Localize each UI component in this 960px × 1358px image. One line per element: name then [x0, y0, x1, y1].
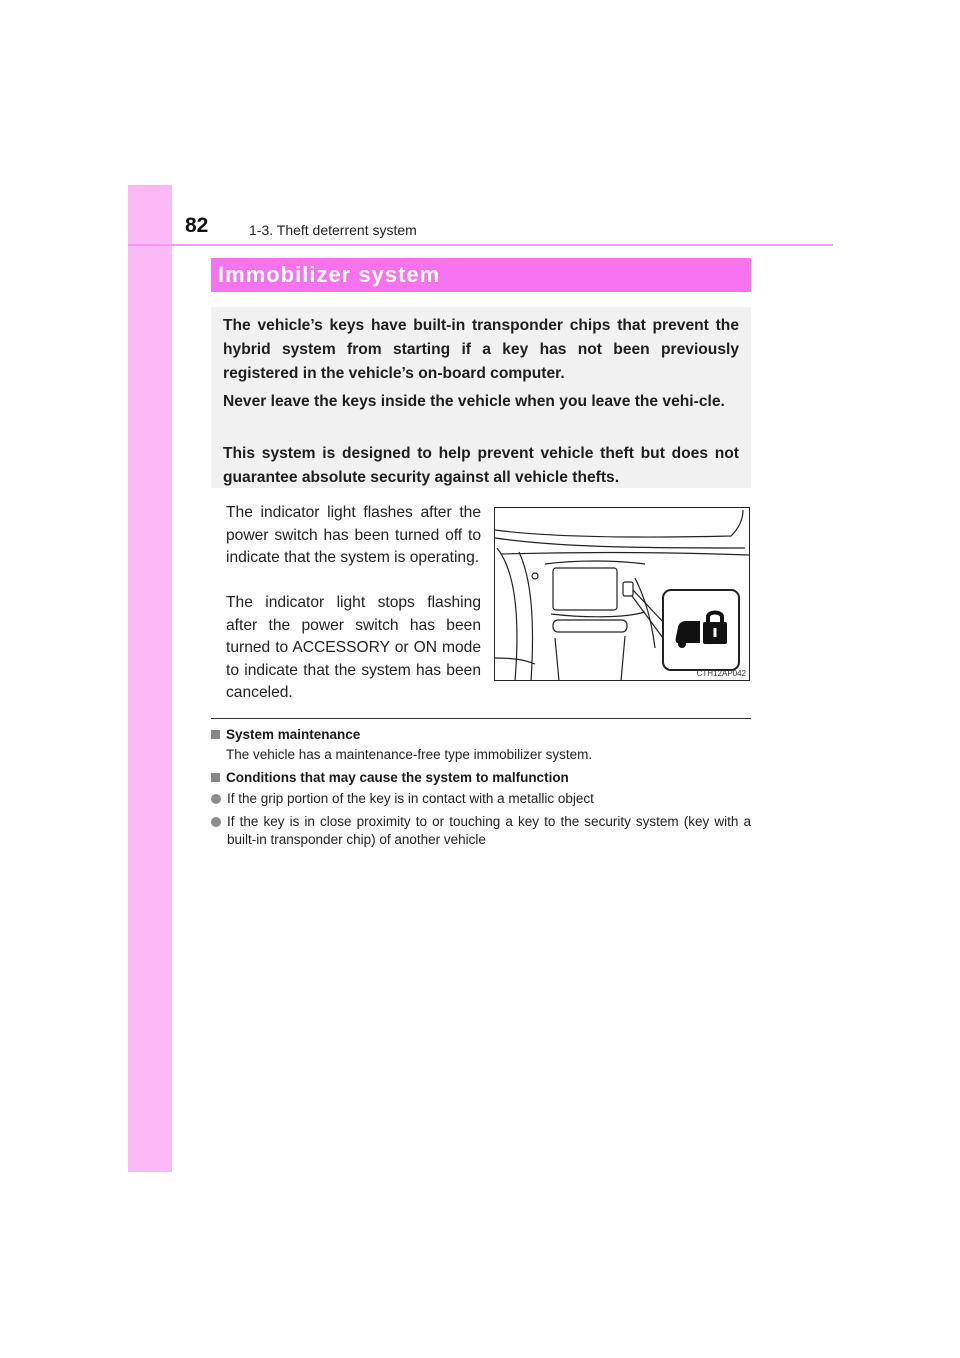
intro-paragraph-2: Never leave the keys inside the vehicle when you leave the vehi-cle. [223, 393, 725, 410]
title-bar [211, 258, 751, 292]
intro-paragraph-3: This system is designed to help prevent vehicle theft but does not guarantee absolute security against all vehicle thefts. [223, 445, 739, 486]
conditions-heading: Conditions that may cause the system to malfunction [211, 770, 569, 785]
page-title: Immobilizer system [218, 262, 441, 287]
intro-paragraph-1: The vehicle’s keys have built-in transponder chips that prevent the hybrid system from starting if a key has not been previously registered in the vehicle’s on-board computer. [223, 317, 739, 382]
condition-bullet-1: If the grip portion of the key is in contact with a metallic object [211, 790, 751, 808]
intro-box [211, 307, 751, 488]
chapter-side-tab [128, 185, 172, 1172]
car-lock-icon [664, 591, 738, 669]
body-paragraph-1: The indicator light flashes after the power switch has been turned off to indicate that the system is operating. [226, 504, 481, 566]
immobilizer-indicator-callout [662, 589, 740, 671]
condition-bullet-2: If the key is in close proximity to or touching a key to the security system (key with a built-in transponder chip) of another vehicle [211, 813, 751, 849]
round-bullet-icon [211, 794, 221, 804]
square-bullet-icon [211, 730, 220, 739]
page-number: 82 [185, 214, 209, 237]
body-paragraph-2: The indicator light stops flashing after the power switch has been turned to ACCESSORY or ON mode to indicate that the system has been canceled. [226, 594, 481, 701]
maintenance-heading: System maintenance [211, 727, 360, 742]
dashboard-illustration [494, 507, 750, 681]
section-divider [211, 718, 751, 719]
illustration-caption: CTH12AP042 [696, 669, 746, 678]
square-bullet-icon [211, 773, 220, 782]
maintenance-text: The vehicle has a maintenance-free type immobilizer system. [226, 747, 593, 762]
header-rule [128, 244, 833, 246]
section-title: 1-3. Theft deterrent system [249, 222, 417, 238]
round-bullet-icon [211, 817, 221, 827]
